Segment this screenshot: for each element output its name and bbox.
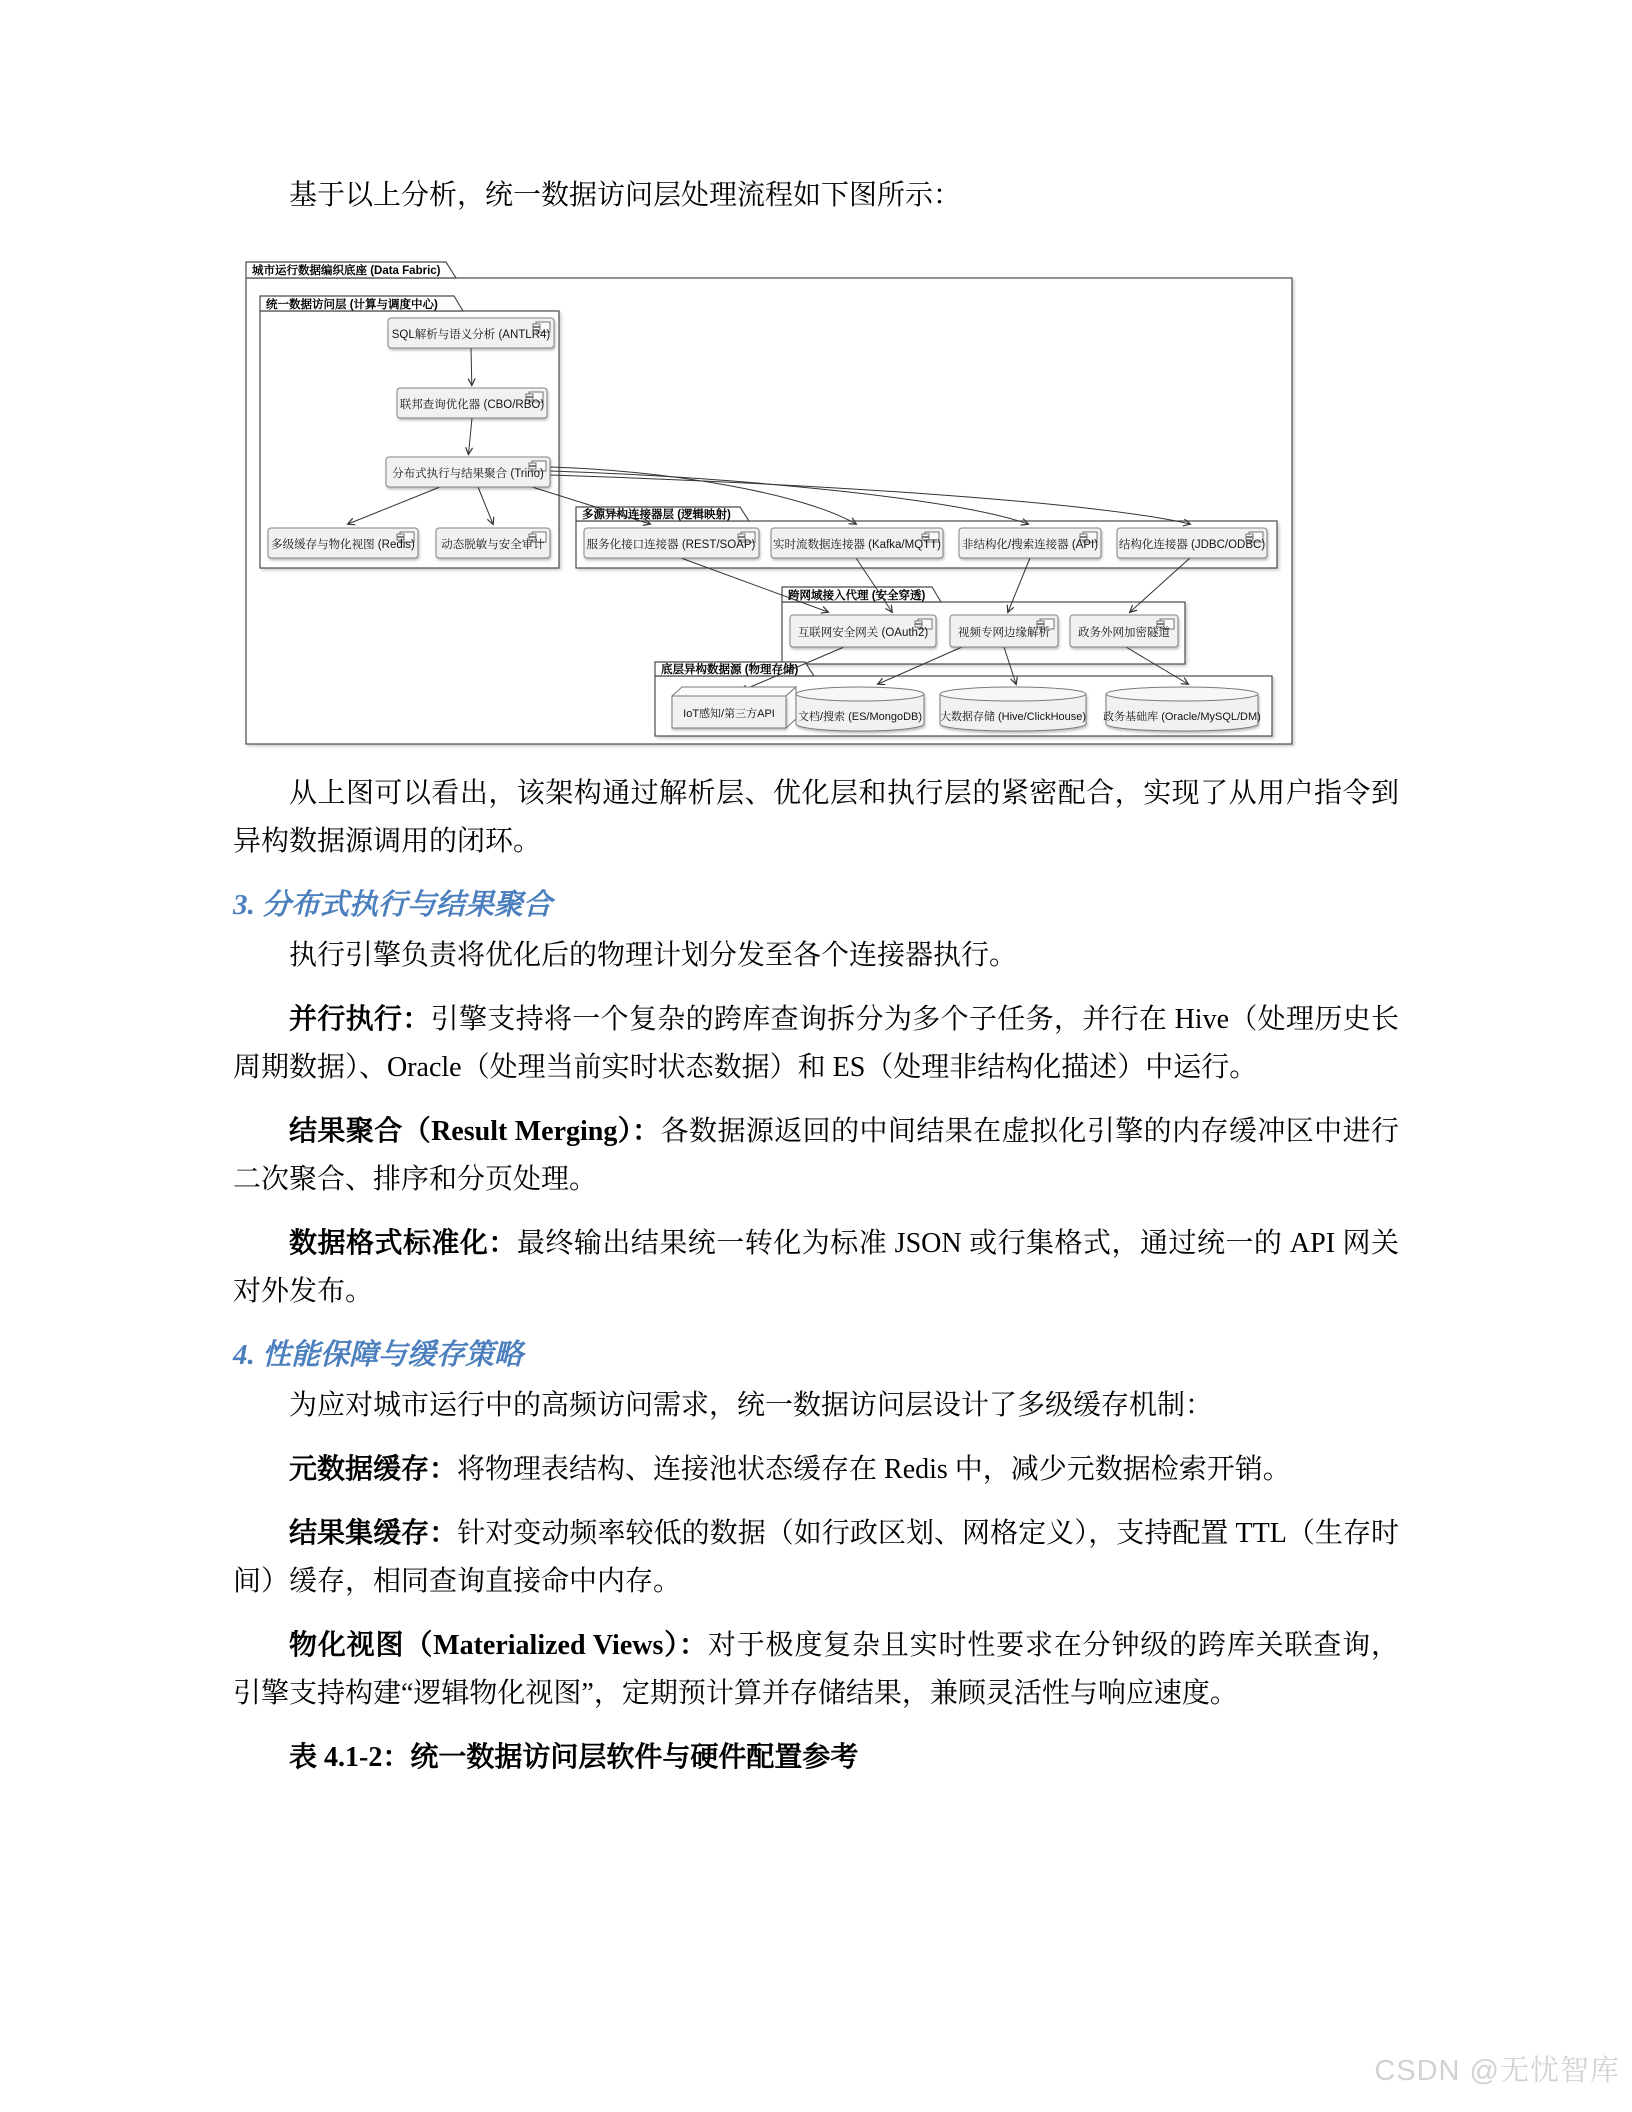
node-masking-audit-label: 动态脱敏与安全审计 [441, 539, 545, 551]
paragraph-metadata-cache [233, 1446, 1399, 1494]
paragraph-text: 各数据源返回的中间结果在虚拟化引擎的内存缓冲区中进行二次聚合、排序和分页处理。 [233, 1116, 1399, 1195]
node-sql-parser-label: SQL解析与语义分析 (ANTLR4) [391, 329, 551, 341]
node-masking-audit [436, 528, 550, 558]
paragraph-data-format [233, 1220, 1399, 1316]
node-kafka-connector [771, 528, 943, 558]
node-sql-parser [388, 318, 554, 348]
section3-intro: 执行引擎负责将优化后的物理计划分发至各个连接器执行。 [289, 940, 1018, 971]
table-caption: 表 4.1-2：统一数据访问层软件与硬件配置参考 [289, 1742, 859, 1773]
frame-proxy-layer-label: 跨网域接入代理 (安全穿透) [788, 590, 926, 602]
paragraph-lead: 数据格式标准化： [289, 1228, 517, 1259]
node-iot-source-label: IoT感知/第三方API [683, 708, 775, 720]
paragraph-after-diagram: 从上图可以看出，该架构通过解析层、优化层和执行层的紧密配合，实现了从用户指令到异构数据源调用的闭环。 [233, 778, 1399, 857]
watermark: CSDN @无忧智库 [1374, 2055, 1620, 2087]
frame-storage-layer-label: 底层异构数据源 (物理存储) [661, 664, 799, 676]
node-video-edge-label: 视频专网边缘解析 [958, 627, 1050, 639]
paragraph-text: 最终输出结果统一转化为标准 JSON 或行集格式，通过统一的 API 网关对外发布。 [233, 1228, 1399, 1307]
node-kafka-connector-label: 实时流数据连接器 (Kafka/MQTT) [772, 539, 942, 551]
node-es-db-label: 文档/搜索 (ES/MongoDB) [797, 711, 923, 723]
paragraph-lead: 物化视图（Materialized Views）： [289, 1630, 708, 1661]
node-oauth-gateway-label: 互联网安全网关 (OAuth2) [797, 627, 929, 639]
node-search-connector-label: 非结构化/搜索连接器 (API) [961, 539, 1099, 551]
node-trino [386, 457, 550, 487]
paragraph-lead: 结果聚合（Result Merging）： [289, 1116, 661, 1147]
node-iot-source [672, 687, 796, 728]
paragraph-resultset-cache [233, 1510, 1399, 1606]
intro-paragraph: 基于以上分析，统一数据访问层处理流程如下图所示： [289, 180, 962, 211]
node-redis-cache [268, 528, 418, 558]
node-rest-connector-label: 服务化接口连接器 (REST/SOAP) [586, 539, 756, 551]
node-video-edge [950, 615, 1058, 647]
body-text-flow [233, 770, 1399, 1798]
node-gov-tunnel-label: 政务外网加密隧道 [1078, 627, 1170, 639]
node-hive-db-label: 大数据存储 (Hive/ClickHouse) [939, 711, 1087, 723]
node-gov-tunnel [1070, 615, 1178, 647]
paragraph-text: 引擎支持将一个复杂的跨库查询拆分为多个子任务，并行在 Hive（处理历史长周期数据）、Oracle（处理当前实时状态数据）和 ES（处理非结构化描述）中运行。 [233, 1004, 1399, 1083]
frame-compute-layer-label: 统一数据访问层 (计算与调度中心) [266, 299, 438, 311]
node-es-db [796, 687, 924, 731]
section4-intro: 为应对城市运行中的高频访问需求，统一数据访问层设计了多级缓存机制： [289, 1390, 1214, 1421]
paragraph-materialized-views [233, 1622, 1399, 1718]
node-redis-cache-label: 多级缓存与物化视图 (Redis) [271, 539, 415, 551]
node-jdbc-connector-label: 结构化连接器 (JDBC/ODBC) [1118, 539, 1266, 551]
node-oracle-db [1103, 687, 1261, 731]
frame-connector-layer-label: 多源异构连接器层 (逻辑映射) [582, 509, 731, 521]
paragraph-lead: 并行执行： [289, 1004, 431, 1035]
node-optimizer-label: 联邦查询优化器 (CBO/RBO) [399, 399, 545, 411]
node-trino-label: 分布式执行与结果聚合 (Trino) [392, 468, 544, 480]
node-optimizer [397, 388, 547, 418]
paragraph-parallel-execution [233, 996, 1399, 1092]
paragraph-lead: 元数据缓存： [289, 1454, 458, 1485]
node-hive-db [940, 687, 1086, 731]
diagram-svg [244, 258, 1296, 750]
frame-data-fabric-label: 城市运行数据编织底座 (Data Fabric) [252, 265, 441, 277]
paragraph-result-merging [233, 1108, 1399, 1204]
paragraph-text: 将物理表结构、连接池状态缓存在 Redis 中，减少元数据检索开销。 [457, 1454, 1291, 1485]
paragraph-text: 对于极度复杂且实时性要求在分钟级的跨库关联查询，引擎支持构建“逻辑物化视图”，定期预计算并存储结果，兼顾灵活性与响应速度。 [233, 1630, 1399, 1709]
node-search-connector [959, 528, 1101, 558]
node-oracle-db-label: 政务基础库 (Oracle/MySQL/DM) [1103, 711, 1261, 723]
section4-heading: 4. 性能保障与缓存策略 [233, 1339, 524, 1371]
architecture-diagram [244, 258, 1296, 750]
node-oauth-gateway [790, 615, 936, 647]
section3-heading: 3. 分布式执行与结果聚合 [233, 889, 553, 921]
paragraph-lead: 结果集缓存： [289, 1518, 458, 1549]
intro-block [233, 172, 1399, 236]
node-rest-connector [584, 528, 759, 558]
paragraph-text: 针对变动频率较低的数据（如行政区划、网格定义），支持配置 TTL（生存时间）缓存，相同查询直接命中内存。 [233, 1518, 1399, 1597]
node-jdbc-connector [1117, 528, 1267, 558]
